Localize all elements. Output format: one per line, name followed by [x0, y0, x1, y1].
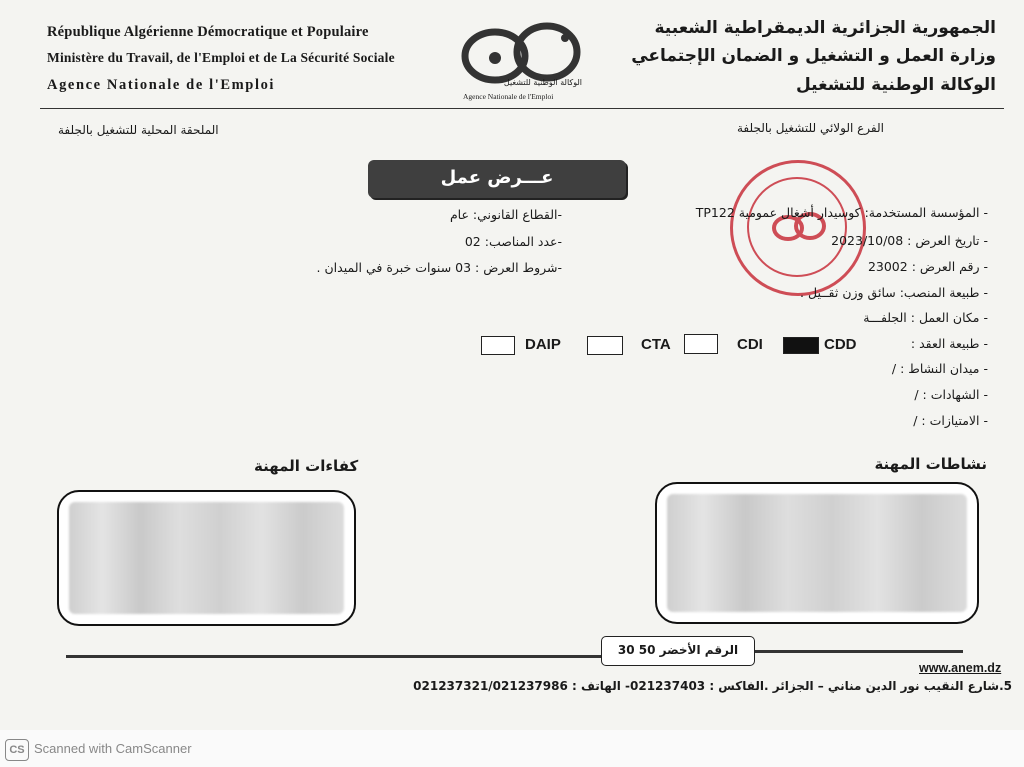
field-offer-date: - تاريخ العرض : 2023/10/08 — [831, 233, 988, 248]
footer-divider-left — [66, 655, 601, 658]
logo-arabic-text: الوكالة الوطنية للتشغيل — [503, 78, 582, 87]
title-bar — [368, 160, 626, 198]
scanner-bar — [0, 730, 1024, 767]
field-offer-number: - رقم العرض : 23002 — [867, 259, 988, 274]
checkbox-cdd-checked — [783, 337, 819, 354]
header-ar-agency: الوكالة الوطنية للتشغيل — [795, 75, 996, 95]
label-cdd: CDD — [824, 336, 857, 353]
camscanner-icon: CS — [5, 739, 29, 761]
field-offer-conditions: -شروط العرض : 03 سنوات خبرة في الميدان . — [316, 260, 562, 275]
anem-logo — [455, 18, 590, 108]
field-contract-type: - طبيعة العقد : — [910, 336, 988, 351]
header-fr-republic: République Algérienne Démocratique et Populaire — [47, 24, 369, 40]
page-title: عـــرض عمل — [440, 167, 554, 188]
website-link[interactable]: www.anem.dz — [919, 661, 1002, 675]
field-legal-sector: -القطاع القانوني: عام — [449, 207, 562, 222]
logo-french-text: Agence Nationale de l'Emploi — [463, 92, 554, 101]
green-number: الرقم الأخضر 50 30 — [617, 643, 739, 657]
header-ar-republic: الجمهورية الجزائرية الديمقراطية الشعبية — [654, 18, 996, 38]
header-fr-ministry: Ministère du Travail, de l'Emploi et de La Sécurité Sociale — [47, 50, 395, 65]
activities-box — [655, 482, 979, 624]
field-position: - طبيعة المنصب: سائق وزن ثقــيل . — [800, 285, 988, 300]
footer-divider-right — [755, 650, 963, 653]
label-cta: CTA — [641, 336, 671, 353]
field-employer: - المؤسسة المستخدمة: كوسيدار أشغال عمومية TP122 — [695, 205, 988, 220]
label-daip: DAIP — [525, 336, 561, 353]
checkbox-cdi — [684, 334, 718, 354]
skills-box — [57, 490, 356, 626]
footer-address: 5.شارع النقيب نور الدين مناني – الجزائر .الفاكس : 021237403- الهاتف : 021237321/021237986 — [413, 679, 1012, 693]
header-divider — [40, 108, 1004, 109]
field-workplace: - مكان العمل : الجلفـــة — [863, 310, 988, 325]
field-activity-domain: - ميدان النشاط : / — [891, 361, 988, 376]
regional-branch: الفرع الولائي للتشغيل بالجلفة — [737, 121, 884, 135]
label-cdi: CDI — [737, 336, 763, 353]
skills-heading: كفاءات المهنة — [254, 457, 359, 475]
header-ar-ministry: وزارة العمل و التشغيل و الضمان الإجتماعي — [631, 46, 996, 66]
green-number-box — [601, 636, 755, 666]
checkbox-daip — [481, 336, 515, 355]
local-branch: الملحقة المحلية للتشغيل بالجلفة — [58, 123, 219, 137]
header-fr-agency: Agence Nationale de l'Emploi — [47, 77, 276, 93]
field-diplomas: - الشهادات : / — [914, 387, 988, 402]
field-benefits: - الامتيازات : / — [913, 413, 988, 428]
checkbox-cta — [587, 336, 623, 355]
activities-heading: نشاطات المهنة — [874, 455, 987, 473]
scanner-watermark: Scanned with CamScanner — [34, 741, 192, 756]
field-positions-count: -عدد المناصب: 02 — [464, 234, 562, 249]
official-stamp — [730, 160, 866, 296]
